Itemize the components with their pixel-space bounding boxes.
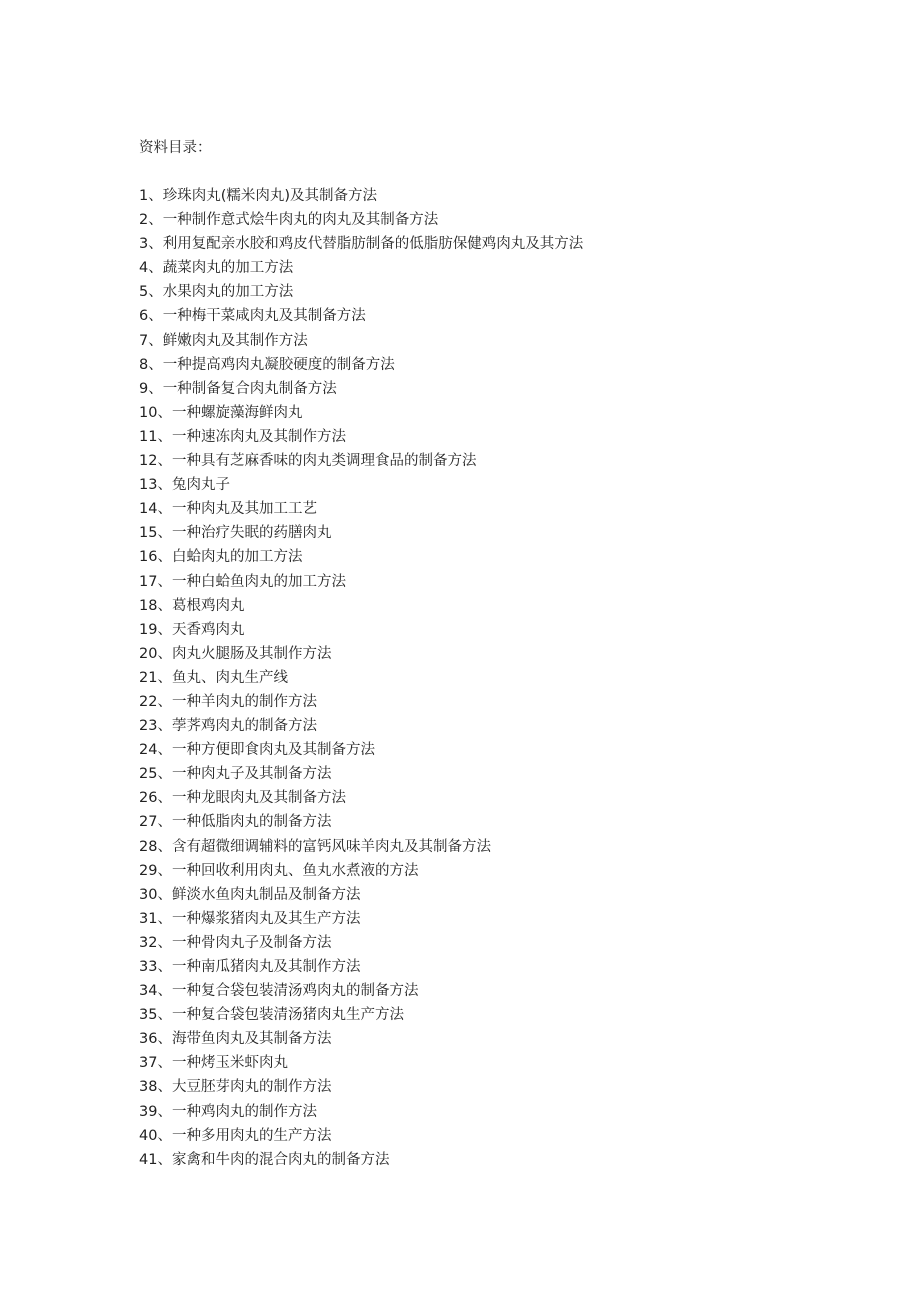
list-item: 37、一种烤玉米虾肉丸 [139,1055,288,1072]
list-item: 17、一种白蛤鱼肉丸的加工方法 [139,573,346,590]
list-item: 39、一种鸡肉丸的制作方法 [139,1103,317,1120]
list-item: 27、一种低脂肉丸的制备方法 [139,814,332,831]
list-item: 31、一种爆浆猪肉丸及其生产方法 [139,910,361,927]
list-item: 38、大豆胚芽肉丸的制作方法 [139,1079,332,1096]
list-item: 11、一种速冻肉丸及其制作方法 [139,428,346,445]
list-item: 9、一种制备复合肉丸制备方法 [139,380,337,397]
list-item: 33、一种南瓜猪肉丸及其制作方法 [139,959,361,975]
list-item: 41、家禽和牛肉的混合肉丸的制备方法 [139,1151,390,1168]
list-item: 28、含有超微细调辅料的富钙风味羊肉丸及其制备方法 [139,838,491,855]
list-item: 12、一种具有芝麻香味的肉丸类调理食品的制备方法 [139,453,477,470]
list-item: 22、一种羊肉丸的制作方法 [139,693,317,710]
list-item: 23、荸荠鸡肉丸的制备方法 [139,718,317,735]
list-item: 32、一种骨肉丸子及制备方法 [139,934,332,951]
list-item: 3、利用复配亲水胶和鸡皮代替脂肪制备的低脂肪保健鸡肉丸及其方法 [139,236,584,253]
list-item: 13、兔肉丸子 [139,477,230,494]
list-item: 36、海带鱼肉丸及其制备方法 [139,1031,332,1048]
list-item: 16、白蛤肉丸的加工方法 [139,549,303,566]
list-item: 1、珍珠肉丸(糯米肉丸)及其制备方法 [139,188,378,204]
list-item: 6、一种梅干菜咸肉丸及其制备方法 [139,308,366,325]
list-item: 29、一种回收利用肉丸、鱼丸水煮液的方法 [139,862,419,879]
list-item: 20、肉丸火腿肠及其制作方法 [139,645,332,662]
list-item: 8、一种提高鸡肉丸凝胶硬度的制备方法 [139,356,395,373]
list-item: 5、水果肉丸的加工方法 [139,284,294,301]
list-item: 35、一种复合袋包装清汤猪肉丸生产方法 [139,1007,404,1024]
table-of-contents [139,184,583,1172]
list-item: 26、一种龙眼肉丸及其制备方法 [139,790,346,807]
list-item: 19、天香鸡肉丸 [139,621,245,638]
list-item: 40、一种多用肉丸的生产方法 [139,1127,332,1144]
list-item: 10、一种螺旋藻海鲜肉丸 [139,404,303,421]
list-item: 7、鲜嫩肉丸及其制作方法 [139,332,308,349]
list-item: 30、鲜淡水鱼肉丸制品及制备方法 [139,886,361,903]
list-item: 21、鱼丸、肉丸生产线 [139,669,288,686]
list-item: 15、一种治疗失眠的药膳肉丸 [139,525,332,542]
list-item: 2、一种制作意式烩牛肉丸的肉丸及其制备方法 [139,212,439,229]
list-item: 24、一种方便即食肉丸及其制备方法 [139,742,375,759]
list-item: 34、一种复合袋包装清汤鸡肉丸的制备方法 [139,983,419,1000]
list-item: 25、一种肉丸子及其制备方法 [139,766,332,783]
list-item: 4、蔬菜肉丸的加工方法 [139,260,294,277]
list-item: 18、葛根鸡肉丸 [139,597,245,614]
list-item: 14、一种肉丸及其加工工艺 [139,501,317,518]
document-title: 资料目录： [139,140,212,156]
